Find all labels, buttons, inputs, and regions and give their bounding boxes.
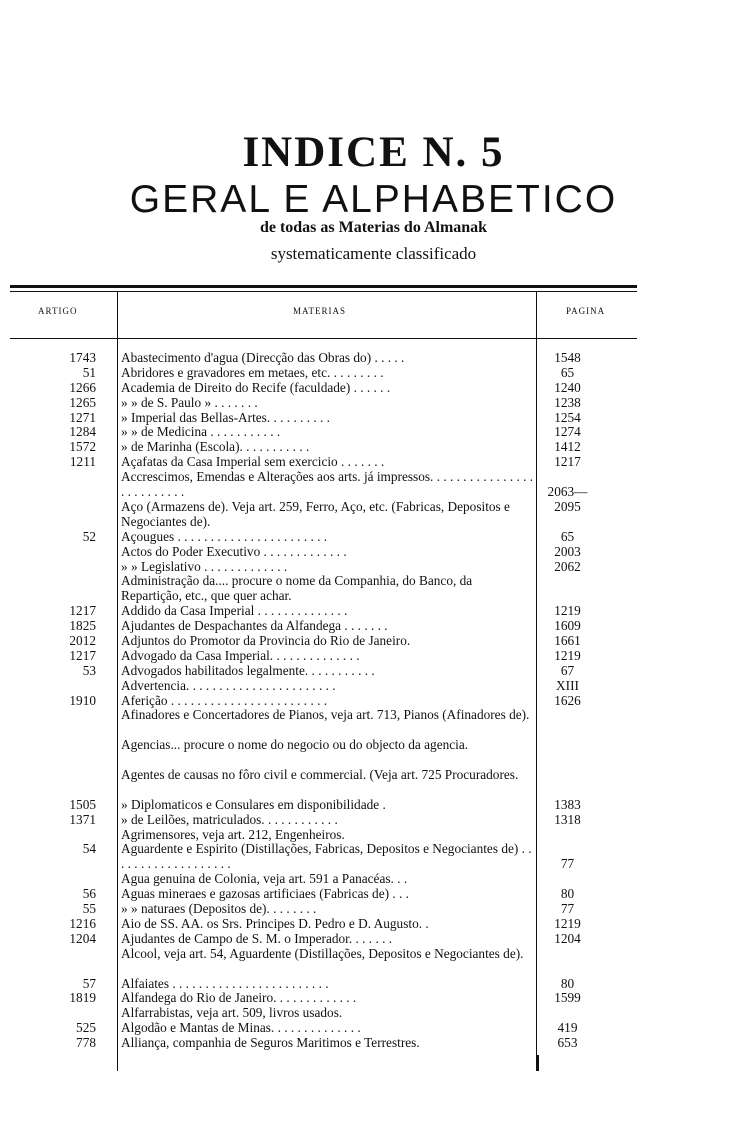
index-entry xyxy=(0,440,747,455)
entry-materia: Accrescimos, Emendas e Alterações aos arts. já impressos. . . . . . . . . . . . . . . . . . . . . . . . . . xyxy=(121,470,534,500)
entry-materia: Agua genuina de Colonia, veja art. 591 a Panacéas. . . xyxy=(121,872,408,887)
entry-materia: Agrimensores, veja art. 212, Engenheiros. xyxy=(121,827,345,842)
entry-pagina: 1219 xyxy=(554,915,581,931)
entry-materia: Agencias... procure o nome do negocio ou do objecto da agencia. xyxy=(121,738,469,753)
entry-materia: Ajudantes de Despachantes da Alfandega . . . . . . . xyxy=(121,619,388,634)
entry-pagina: 1318 xyxy=(554,811,581,827)
entry-pagina: 1240 xyxy=(554,379,581,395)
entry-artigo: 57 xyxy=(82,975,96,991)
entry-artigo: 52 xyxy=(82,528,96,544)
entry-pagina: 1238 xyxy=(554,394,581,410)
entry-pagina: 1548 xyxy=(554,350,581,365)
column-header-materias: MATERIAS xyxy=(293,306,347,316)
entry-materia: Administração da.... procure o nome da Companhia, do Banco, da Repartição, etc., que quer achar. xyxy=(121,574,473,604)
index-entry xyxy=(0,381,747,396)
index-entry xyxy=(0,872,747,887)
entry-pagina: 2003 xyxy=(554,543,581,559)
entry-artigo: 1211 xyxy=(69,454,96,470)
entry-pagina: 1599 xyxy=(554,990,581,1006)
entry-materia: » Imperial das Bellas-Artes. . . . . . . . . . xyxy=(121,410,331,425)
index-entry xyxy=(0,798,747,813)
entry-materia: Açougues . . . . . . . . . . . . . . . . . . . . . . . xyxy=(121,529,328,544)
index-entry xyxy=(0,813,747,828)
entry-artigo: 55 xyxy=(82,901,96,917)
index-entry xyxy=(0,932,747,947)
top-rule-thick xyxy=(10,285,637,288)
index-entry xyxy=(0,396,747,411)
entry-materia: » de Marinha (Escola). . . . . . . . . . . xyxy=(121,440,310,455)
entry-materia: Abastecimento d'agua (Direcção das Obras do) . . . . . xyxy=(121,351,405,365)
index-entry xyxy=(0,351,747,366)
entry-materia: » » de S. Paulo » . . . . . . . xyxy=(121,395,258,410)
entry-pagina: 1219 xyxy=(554,647,581,663)
entry-pagina: 2062 xyxy=(554,558,581,574)
index-entry xyxy=(0,947,747,977)
entry-materia: Addido da Casa Imperial . . . . . . . . . . . . . . xyxy=(121,604,348,619)
index-entry xyxy=(0,902,747,917)
entry-artigo: 1743 xyxy=(69,350,96,365)
entry-materia: Aferição . . . . . . . . . . . . . . . . . . . . . . . . xyxy=(121,693,328,708)
index-entry xyxy=(0,664,747,679)
entry-pagina: 419 xyxy=(557,1020,578,1036)
entry-artigo: 1284 xyxy=(69,424,96,440)
index-entry xyxy=(0,1006,747,1021)
entry-pagina: 2063—2095 xyxy=(547,484,588,514)
entry-materia: Algodão e Mantas de Minas. . . . . . . . . . . . . . xyxy=(121,1021,361,1036)
entry-materia: Advogado da Casa Imperial. . . . . . . . . . . . . . xyxy=(121,648,360,663)
index-entry xyxy=(0,425,747,440)
entry-artigo: 1266 xyxy=(69,379,96,395)
entry-artigo: 1505 xyxy=(69,796,96,812)
entry-artigo: 51 xyxy=(82,364,96,380)
entry-pagina: 1626 xyxy=(554,692,581,708)
entry-materia: Alfarrabistas, veja art. 509, livros usados. xyxy=(121,1006,343,1021)
entry-artigo: 1910 xyxy=(69,692,96,708)
entry-pagina: 1609 xyxy=(554,618,581,634)
entry-materia: Alcool, veja art. 54, Aguardente (Distillações, Depositos e Negociantes de). xyxy=(121,946,524,961)
index-entry xyxy=(0,455,747,470)
index-classification: systematicamente classificado xyxy=(270,244,477,263)
entry-materia: Aguas mineraes e gazosas artificiaes (Fabricas de) . . . xyxy=(121,887,409,902)
index-entry xyxy=(0,619,747,634)
entry-artigo: 525 xyxy=(76,1020,96,1036)
entry-artigo: 1371 xyxy=(69,811,96,827)
entry-pagina: 1217 xyxy=(554,454,581,470)
entry-materia: » » naturaes (Depositos de). . . . . . . . xyxy=(121,902,317,917)
entry-artigo: 56 xyxy=(82,886,96,902)
entry-artigo: 1271 xyxy=(69,409,96,425)
index-entry xyxy=(0,574,747,604)
index-entry xyxy=(0,887,747,902)
entry-materia: Alfaiates . . . . . . . . . . . . . . . . . . . . . . . . xyxy=(121,976,329,991)
index-entry xyxy=(0,842,747,872)
entry-pagina: 653 xyxy=(557,1035,578,1051)
entry-materia: Academia de Direito do Recife (faculdade) . . . . . . xyxy=(121,380,391,395)
index-entry xyxy=(0,411,747,426)
index-entry xyxy=(0,768,747,798)
entry-pagina: 67 xyxy=(560,662,575,678)
entry-artigo: 1572 xyxy=(69,439,96,455)
entry-materia: Aguardente e Espirito (Distillações, Fabricas, Depositos e Negociantes de) . . . . . . . . . . . . . . . . . . . xyxy=(121,842,532,872)
entry-pagina: 1412 xyxy=(554,439,581,455)
entry-materia: Afinadores e Concertadores de Pianos, veja art. 713, Pianos (Afinadores de). xyxy=(121,708,530,723)
index-entry xyxy=(0,708,747,738)
entry-artigo: 2012 xyxy=(69,632,96,648)
entry-materia: Adjuntos do Promotor da Provincia do Rio de Janeiro. xyxy=(121,633,411,648)
entry-pagina: 65 xyxy=(560,364,575,380)
index-entry xyxy=(0,991,747,1006)
entry-artigo: 1825 xyxy=(69,618,96,634)
entry-materia: Alliança, companhia de Seguros Maritimos e Terrestres. xyxy=(121,1036,420,1051)
entry-pagina: 65 xyxy=(560,528,575,544)
entry-materia: Ajudantes de Campo de S. M. o Imperador. . . . . . . xyxy=(121,931,393,946)
index-entry xyxy=(0,500,747,530)
entry-materia: Advogados habilitados legalmente. . . . . . . . . . . xyxy=(121,663,375,678)
column-divider-right-bold xyxy=(537,1055,539,1071)
index-entry xyxy=(0,366,747,381)
entry-pagina: 1254 xyxy=(554,409,581,425)
entry-materia: Aio de SS. AA. os Srs. Principes D. Pedro e D. Augusto. . xyxy=(121,916,429,931)
index-title: INDICE N. 5 xyxy=(242,129,505,176)
entry-pagina: 80 xyxy=(560,975,575,991)
entry-artigo: 1217 xyxy=(69,603,96,619)
entry-pagina: XIII xyxy=(556,677,579,693)
index-entry xyxy=(0,828,747,843)
index-entry xyxy=(0,545,747,560)
index-entry xyxy=(0,604,747,619)
entry-materia: Aço (Armazens de). Veja art. 259, Ferro, Aço, etc. (Fabricas, Depositos e Negociantes de). xyxy=(121,499,510,529)
entry-artigo: 53 xyxy=(82,662,96,678)
entry-pagina: 77 xyxy=(560,856,575,872)
entry-materia: » » Legislativo . . . . . . . . . . . . . xyxy=(121,559,288,574)
entry-materia: Alfandega do Rio de Janeiro. . . . . . . . . . . . . xyxy=(121,991,357,1006)
index-entry xyxy=(0,560,747,575)
index-subtitle: GERAL E ALPHABETICO xyxy=(129,178,618,221)
entry-pagina: 1204 xyxy=(554,930,581,946)
entry-pagina: 80 xyxy=(560,886,575,902)
entry-artigo: 1819 xyxy=(69,990,96,1006)
entry-materia: Advertencia. . . . . . . . . . . . . . . . . . . . . . . xyxy=(121,678,336,693)
index-entry xyxy=(0,977,747,992)
entry-materia: » Diplomaticos e Consulares em disponibilidade . xyxy=(121,797,386,812)
entry-materia: Abridores e gravadores em metaes, etc. . . . . . . . . xyxy=(121,365,384,380)
column-header-artigo: ARTIGO xyxy=(38,306,78,316)
index-entry xyxy=(0,1036,747,1051)
entry-materia: Agentes de causas no fôro civil e commercial. (Veja art. 725 Procuradores. xyxy=(121,768,519,783)
index-entry xyxy=(0,649,747,664)
index-entry xyxy=(0,738,747,768)
entry-materia: Açafatas da Casa Imperial sem exercicio . . . . . . . xyxy=(121,455,385,470)
entry-pagina: 1661 xyxy=(554,632,581,648)
entry-materia: » de Leilões, matriculados. . . . . . . . . . . . xyxy=(121,812,338,827)
index-entry xyxy=(0,679,747,694)
index-entry xyxy=(0,1021,747,1036)
entry-pagina: 77 xyxy=(560,901,575,917)
entry-pagina: 1383 xyxy=(554,796,581,812)
entry-pagina: 1219 xyxy=(554,603,581,619)
index-description: de todas as Materias do Almanak xyxy=(259,219,488,236)
index-entry xyxy=(0,530,747,545)
header-rule xyxy=(10,338,637,339)
entry-materia: » » de Medicina . . . . . . . . . . . xyxy=(121,425,281,440)
index-entry xyxy=(0,917,747,932)
entry-artigo: 1204 xyxy=(69,930,96,946)
entry-artigo: 1216 xyxy=(69,915,96,931)
entry-pagina: 1274 xyxy=(554,424,581,440)
entry-artigo: 1217 xyxy=(69,647,96,663)
index-entry xyxy=(0,694,747,709)
index-entries xyxy=(0,351,747,1051)
index-entry xyxy=(0,634,747,649)
entry-artigo: 1265 xyxy=(69,394,96,410)
entry-artigo: 54 xyxy=(82,841,96,857)
entry-artigo: 778 xyxy=(76,1035,96,1051)
top-rule-thin xyxy=(10,291,637,292)
entry-materia: Actos do Poder Executivo . . . . . . . . . . . . . xyxy=(121,544,347,559)
column-header-pagina: PAGINA xyxy=(566,306,606,316)
